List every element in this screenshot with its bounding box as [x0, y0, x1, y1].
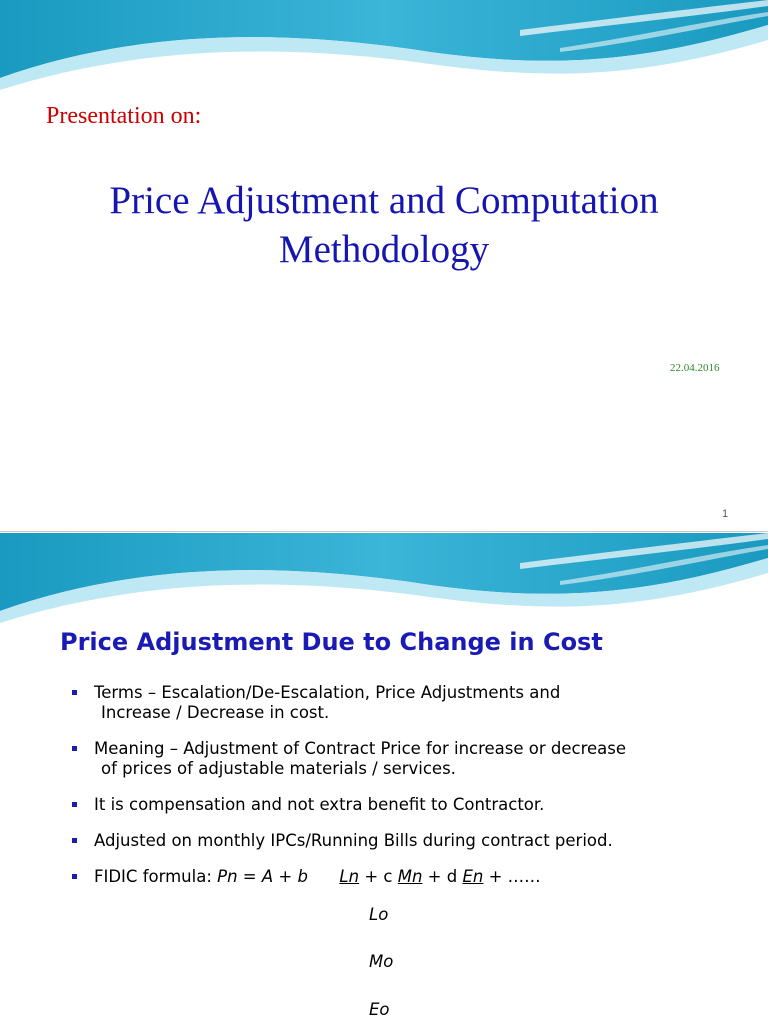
- title-line-2: Methodology: [278, 228, 490, 271]
- formula-lo: Lo: [369, 905, 389, 924]
- bullet-item-formula: [72, 867, 752, 887]
- bullet-item: [72, 739, 752, 779]
- bullet-marker: [72, 874, 77, 879]
- presentation-date: 22.04.2016: [670, 362, 720, 374]
- formula-pn: Pn = A + b: [217, 867, 308, 886]
- bullet-text: It is compensation and not extra benefit to Contractor.: [94, 795, 545, 814]
- bullet-text-continued: of prices of adjustable materials / services.: [101, 759, 456, 778]
- bullet-text: Meaning – Adjustment of Contract Price for increase or decrease: [94, 739, 627, 758]
- bullet-marker: [72, 838, 77, 843]
- formula-eo: Eo: [369, 1000, 390, 1019]
- formula-mn: Mn: [397, 867, 423, 886]
- slide-1-title: [40, 176, 728, 274]
- bullet-item: [72, 683, 752, 723]
- bullet-text-continued: Increase / Decrease in cost.: [101, 703, 330, 722]
- slide-2: [0, 533, 768, 1024]
- wave-header-decoration: [0, 0, 768, 90]
- title-line-1: Price Adjustment and Computation: [109, 179, 659, 222]
- formula-plus-c: + c: [359, 867, 398, 886]
- formula-ln: Ln: [339, 867, 360, 886]
- bullet-text: Adjusted on monthly IPCs/Running Bills during contract period.: [94, 831, 613, 850]
- formula-plus-d: + d: [422, 867, 463, 886]
- slide-2-title: Price Adjustment Due to Change in Cost: [60, 628, 603, 656]
- bullet-marker: [72, 802, 77, 807]
- bullet-text: Terms – Escalation/De-Escalation, Price Adjustments and: [94, 683, 561, 702]
- bullet-marker: [72, 746, 77, 751]
- bullet-item: [72, 831, 752, 851]
- bullet-marker: [72, 690, 77, 695]
- page-number: 1: [722, 508, 729, 520]
- presentation-on-label: Presentation on:: [46, 103, 202, 129]
- formula-mo: Mo: [369, 952, 394, 971]
- bullet-list: [72, 683, 752, 903]
- formula-prefix: FIDIC formula:: [94, 867, 218, 886]
- formula-en: En: [462, 867, 484, 886]
- bullet-item: [72, 795, 752, 815]
- formula-tail: + ……: [483, 867, 541, 886]
- wave-header-decoration: [0, 533, 768, 623]
